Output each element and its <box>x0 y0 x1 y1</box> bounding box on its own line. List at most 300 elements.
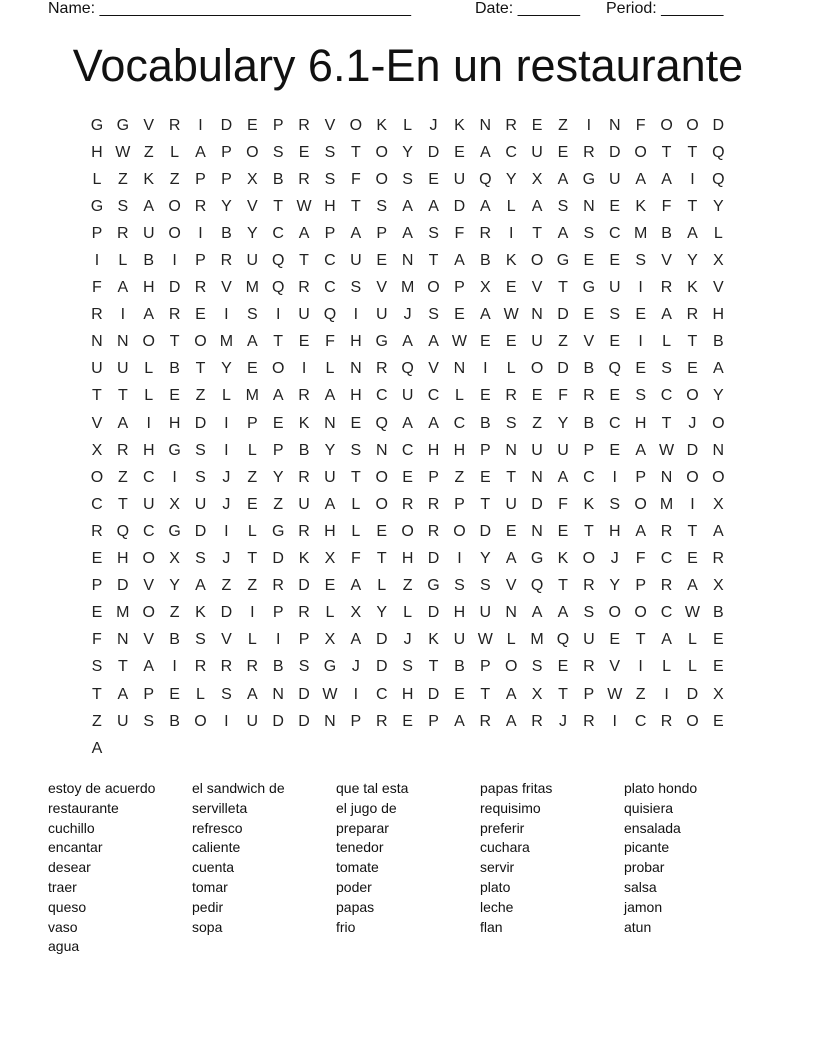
header-fields <box>48 0 768 21</box>
grid-letter: X <box>712 495 724 513</box>
grid-letter: I <box>638 658 643 676</box>
grid-letter: D <box>168 279 181 297</box>
grid-letter: E <box>272 414 284 432</box>
grid-letter: A <box>402 333 413 351</box>
grid-letter: A <box>91 739 103 757</box>
grid-letter: R <box>531 712 543 730</box>
grid-letter: A <box>143 658 155 676</box>
grid-letter: C <box>660 387 673 405</box>
grid-letter: E <box>583 306 595 324</box>
grid-letter: S <box>246 306 258 324</box>
grid-letter: T <box>558 577 568 595</box>
grid-letter: S <box>428 224 439 242</box>
grid-letter: I <box>275 306 281 324</box>
grid-letter: N <box>272 685 284 703</box>
grid-letter: A <box>246 685 258 703</box>
grid-letter: O <box>530 252 544 270</box>
word-list-item: ensalada <box>624 819 681 836</box>
grid-letter: D <box>557 306 569 324</box>
grid-letter: R <box>375 712 388 730</box>
grid-letter: E <box>479 468 491 486</box>
word-list-item: cuchara <box>480 839 530 856</box>
word-list-item: cuchillo <box>48 819 95 836</box>
grid-letter: E <box>609 333 621 351</box>
grid-letter: E <box>169 387 180 405</box>
grid-letter: B <box>169 360 180 378</box>
grid-letter: I <box>224 441 229 459</box>
grid-letter: F <box>635 550 646 568</box>
grid-letter: Z <box>247 468 258 486</box>
grid-letter: P <box>479 441 491 459</box>
grid-letter: P <box>91 577 103 595</box>
grid-letter: J <box>222 550 231 568</box>
grid-letter: E <box>712 631 724 649</box>
word-list-item: jamon <box>624 898 663 915</box>
grid-letter: F <box>661 197 672 215</box>
grid-letter: L <box>118 252 128 270</box>
grid-letter: F <box>454 224 465 242</box>
grid-letter: T <box>661 414 672 432</box>
grid-letter: F <box>350 550 361 568</box>
grid-letter: O <box>142 604 155 622</box>
grid-letter: Y <box>557 414 569 432</box>
grid-letter: Y <box>402 143 413 161</box>
grid-letter: R <box>272 577 284 595</box>
word-list-item: encantar <box>48 839 103 856</box>
grid-letter: J <box>351 658 360 676</box>
grid-letter: V <box>712 279 724 297</box>
grid-letter: E <box>195 306 206 324</box>
grid-letter: N <box>324 414 336 432</box>
grid-letter: T <box>92 387 102 405</box>
grid-letter: I <box>690 170 695 188</box>
grid-letter: S <box>402 170 413 188</box>
grid-letter: A <box>272 387 284 405</box>
grid-letter: S <box>117 197 129 215</box>
grid-letter: E <box>324 577 336 595</box>
grid-letter: L <box>247 522 257 540</box>
grid-letter: C <box>91 495 103 513</box>
grid-letter: A <box>117 279 129 297</box>
word-list-item: desear <box>48 859 91 876</box>
grid-letter: G <box>582 279 596 297</box>
grid-letter: E <box>298 333 310 351</box>
grid-letter: P <box>635 468 646 486</box>
grid-letter: A <box>350 224 362 242</box>
grid-letter: K <box>557 550 569 568</box>
grid-letter: X <box>712 577 724 595</box>
grid-letter: F <box>92 631 102 649</box>
grid-letter: Y <box>505 170 517 188</box>
grid-letter: H <box>608 522 621 540</box>
grid-letter: O <box>142 550 155 568</box>
grid-letter: R <box>298 279 310 297</box>
grid-letter: K <box>376 116 388 134</box>
grid-letter: M <box>659 495 674 513</box>
grid-letter: F <box>350 170 361 188</box>
grid-letter: I <box>172 252 177 270</box>
grid-letter: C <box>660 604 673 622</box>
grid-letter: P <box>428 468 439 486</box>
grid-letter: E <box>428 170 439 188</box>
word-list-item: quisiera <box>624 799 674 816</box>
grid-letter: Z <box>195 387 206 405</box>
grid-letter: M <box>633 224 648 242</box>
grid-letter: U <box>142 224 155 242</box>
grid-letter: R <box>246 658 259 676</box>
grid-letter: L <box>377 577 387 595</box>
grid-letter: I <box>301 360 307 378</box>
word-list-item: tenedor <box>336 839 384 856</box>
grid-letter: X <box>712 252 724 270</box>
grid-letter: R <box>220 252 233 270</box>
grid-letter: E <box>557 143 569 161</box>
grid-letter: Q <box>271 279 285 297</box>
grid-letter: S <box>272 143 284 161</box>
grid-letter: N <box>453 360 466 378</box>
grid-letter: R <box>194 279 207 297</box>
grid-letter: L <box>351 522 361 540</box>
grid-letter: J <box>403 631 412 649</box>
grid-letter: M <box>245 279 259 297</box>
grid-letter: D <box>117 577 129 595</box>
grid-letter: R <box>660 577 673 595</box>
grid-letter: U <box>583 631 595 649</box>
grid-letter: J <box>222 468 231 486</box>
grid-letter: R <box>505 116 517 134</box>
grid-letter: E <box>505 333 517 351</box>
grid-letter: T <box>506 468 517 486</box>
grid-letter: A <box>324 495 336 513</box>
grid-letter: X <box>246 170 258 188</box>
grid-letter: U <box>505 495 517 513</box>
grid-letter: A <box>428 333 439 351</box>
word-list-item: agua <box>48 938 80 955</box>
grid-letter: W <box>477 631 493 649</box>
grid-letter: P <box>272 441 284 459</box>
date-field-label: Date: _______ <box>475 0 580 17</box>
grid-letter: O <box>427 279 440 297</box>
grid-letter: W <box>607 685 623 703</box>
grid-letter: R <box>583 387 595 405</box>
grid-letter: C <box>375 685 388 703</box>
grid-letter: S <box>298 658 310 676</box>
grid-letter: E <box>712 712 724 730</box>
grid-letter: R <box>298 604 310 622</box>
word-list-item: pedir <box>192 898 224 915</box>
word-list-item: poder <box>336 878 372 895</box>
grid-letter: V <box>221 631 232 649</box>
grid-letter: E <box>246 360 258 378</box>
grid-letter: T <box>635 631 646 649</box>
grid-letter: T <box>350 143 361 161</box>
grid-letter: A <box>557 604 569 622</box>
grid-letter: E <box>169 685 180 703</box>
grid-letter: K <box>143 170 155 188</box>
word-list-item: flan <box>480 918 503 935</box>
word-list-item: picante <box>624 839 670 856</box>
grid-letter: N <box>660 468 673 486</box>
grid-letter: B <box>583 414 595 432</box>
grid-letter: O <box>453 522 466 540</box>
grid-letter: A <box>531 604 543 622</box>
grid-letter: S <box>350 279 362 297</box>
grid-letter: N <box>117 333 129 351</box>
grid-letter: T <box>687 197 698 215</box>
grid-letter: S <box>428 306 439 324</box>
grid-letter: T <box>661 143 672 161</box>
grid-letter: X <box>169 495 180 513</box>
grid-letter: D <box>531 495 543 513</box>
grid-letter: N <box>608 116 621 134</box>
grid-letter: V <box>324 116 336 134</box>
grid-letter: S <box>609 495 621 513</box>
grid-letter: R <box>168 306 181 324</box>
word-list-item: caliente <box>192 839 241 856</box>
grid-letter: E <box>91 550 103 568</box>
grid-letter: U <box>142 495 155 513</box>
word-list-item: papas <box>336 898 375 915</box>
grid-letter: A <box>687 577 698 595</box>
grid-letter: O <box>168 224 181 242</box>
grid-letter: I <box>638 279 643 297</box>
grid-letter: O <box>582 550 596 568</box>
grid-letter: C <box>272 224 284 242</box>
grid-letter: R <box>401 495 414 513</box>
grid-letter: Q <box>479 170 492 188</box>
grid-letter: R <box>375 360 388 378</box>
grid-letter: S <box>221 685 232 703</box>
grid-letter: C <box>583 468 595 486</box>
grid-letter: E <box>531 387 543 405</box>
grid-letter: O <box>271 360 285 378</box>
grid-letter: O <box>375 170 388 188</box>
grid-letter: Y <box>221 360 232 378</box>
grid-letter: A <box>687 224 698 242</box>
grid-letter: P <box>583 685 595 703</box>
grid-letter: O <box>686 712 699 730</box>
grid-letter: A <box>195 577 206 595</box>
grid-letter: Q <box>401 360 414 378</box>
word-list-item: servilleta <box>192 799 248 816</box>
word-search-grid <box>84 112 731 762</box>
grid-letter: R <box>479 712 492 730</box>
grid-letter: E <box>350 414 362 432</box>
grid-letter: D <box>427 604 440 622</box>
grid-letter: P <box>221 143 232 161</box>
grid-letter: W <box>658 441 675 459</box>
grid-letter: Z <box>169 170 180 188</box>
grid-letter: L <box>144 360 154 378</box>
word-list-column <box>192 779 336 957</box>
grid-letter: A <box>505 550 517 568</box>
grid-letter: V <box>661 252 672 270</box>
grid-letter: P <box>454 495 465 513</box>
grid-letter: A <box>143 306 155 324</box>
grid-letter: I <box>224 306 229 324</box>
word-list-item: tomate <box>336 859 379 876</box>
grid-letter: H <box>142 279 155 297</box>
grid-letter: A <box>479 306 491 324</box>
grid-letter: R <box>712 550 725 568</box>
grid-letter: N <box>531 468 543 486</box>
grid-letter: S <box>143 712 155 730</box>
grid-letter: Q <box>323 306 337 324</box>
grid-letter: U <box>531 143 543 161</box>
grid-letter: G <box>582 170 596 188</box>
grid-letter: I <box>353 685 359 703</box>
grid-letter: B <box>169 631 180 649</box>
grid-letter: X <box>91 441 103 459</box>
grid-letter: K <box>635 197 646 215</box>
grid-letter: G <box>116 116 130 134</box>
grid-letter: X <box>712 685 724 703</box>
grid-letter: O <box>168 197 181 215</box>
grid-letter: A <box>479 197 491 215</box>
word-list-item: restaurante <box>48 799 119 816</box>
grid-letter: Q <box>712 143 725 161</box>
grid-letter: V <box>609 658 621 676</box>
grid-letter: H <box>350 387 362 405</box>
grid-letter: E <box>402 468 413 486</box>
grid-letter: I <box>353 306 359 324</box>
grid-letter: Y <box>712 197 724 215</box>
grid-letter: N <box>324 712 336 730</box>
grid-letter: C <box>608 224 621 242</box>
grid-letter: I <box>224 522 229 540</box>
grid-letter: D <box>272 550 284 568</box>
grid-letter: Z <box>454 468 465 486</box>
grid-letter: Q <box>712 170 725 188</box>
grid-letter: S <box>324 170 336 188</box>
grid-letter: S <box>402 658 413 676</box>
grid-letter: T <box>350 197 361 215</box>
grid-letter: P <box>479 658 491 676</box>
grid-letter: B <box>272 658 284 676</box>
grid-letter: X <box>531 170 543 188</box>
grid-letter: E <box>557 522 569 540</box>
grid-letter: O <box>634 143 647 161</box>
grid-letter: D <box>557 360 569 378</box>
grid-letter: N <box>117 631 129 649</box>
grid-letter: T <box>117 495 128 513</box>
grid-letter: A <box>712 360 724 378</box>
grid-letter: S <box>583 224 595 242</box>
grid-letter: E <box>246 495 258 513</box>
word-list-item: estoy de acuerdo <box>48 780 156 796</box>
grid-letter: K <box>298 414 310 432</box>
grid-letter: H <box>324 522 336 540</box>
grid-letter: O <box>712 414 725 432</box>
grid-letter: M <box>530 631 544 649</box>
grid-letter: R <box>117 224 129 242</box>
grid-letter: A <box>505 685 517 703</box>
grid-letter: G <box>168 441 181 459</box>
name-field-label: Name: ___________________________________ <box>48 0 412 17</box>
grid-letter: N <box>712 441 725 459</box>
grid-letter: K <box>298 550 310 568</box>
grid-letter: S <box>531 658 543 676</box>
grid-letter: D <box>298 712 310 730</box>
grid-letter: R <box>91 522 103 540</box>
grid-letter: A <box>505 712 517 730</box>
grid-letter: L <box>506 197 516 215</box>
grid-letter: R <box>298 170 310 188</box>
grid-letter: H <box>91 143 103 161</box>
grid-letter: E <box>609 387 621 405</box>
grid-letter: I <box>690 495 695 513</box>
grid-letter: A <box>479 143 491 161</box>
grid-letter: Y <box>687 252 698 270</box>
word-list-item: plato hondo <box>624 780 698 796</box>
grid-letter: S <box>350 441 362 459</box>
word-list-item: traer <box>48 878 77 895</box>
grid-letter: F <box>558 387 568 405</box>
grid-letter: H <box>168 414 181 432</box>
grid-letter: U <box>298 495 310 513</box>
word-list <box>48 779 778 957</box>
grid-letter: W <box>115 143 131 161</box>
grid-letter: T <box>195 360 206 378</box>
grid-letter: Z <box>143 143 154 161</box>
grid-letter: R <box>298 387 310 405</box>
grid-letter: L <box>325 360 335 378</box>
grid-letter: I <box>172 658 177 676</box>
grid-letter: I <box>120 306 126 324</box>
grid-letter: O <box>375 468 388 486</box>
word-list-item: tomar <box>192 878 228 895</box>
grid-letter: R <box>583 712 595 730</box>
grid-letter: A <box>712 522 724 540</box>
grid-letter: Z <box>169 604 180 622</box>
grid-letter: E <box>402 712 413 730</box>
grid-letter: J <box>558 712 567 730</box>
grid-letter: L <box>662 658 671 676</box>
grid-letter: R <box>220 658 233 676</box>
grid-letter: Q <box>271 252 285 270</box>
grid-letter: E <box>609 441 621 459</box>
grid-letter: U <box>479 604 492 622</box>
grid-letter: H <box>634 414 647 432</box>
grid-letter: R <box>583 577 595 595</box>
grid-letter: T <box>558 279 568 297</box>
grid-letter: R <box>583 658 595 676</box>
grid-letter: T <box>687 143 698 161</box>
grid-letter: T <box>117 387 128 405</box>
grid-letter: B <box>272 170 284 188</box>
grid-letter: E <box>246 116 258 134</box>
word-list-item: probar <box>624 859 665 876</box>
grid-letter: H <box>401 550 414 568</box>
grid-letter: L <box>196 685 205 703</box>
grid-letter: Z <box>635 685 646 703</box>
grid-letter: O <box>142 333 155 351</box>
grid-letter: K <box>195 604 206 622</box>
grid-letter: T <box>583 522 594 540</box>
grid-letter: E <box>376 522 388 540</box>
grid-letter: E <box>479 387 491 405</box>
grid-letter: C <box>324 252 336 270</box>
grid-letter: D <box>608 143 621 161</box>
grid-letter: R <box>298 522 310 540</box>
grid-letter: P <box>221 170 232 188</box>
grid-letter: W <box>451 333 467 351</box>
grid-letter: L <box>403 116 413 134</box>
grid-letter: N <box>479 116 492 134</box>
word-list-item: sopa <box>192 918 223 935</box>
grid-letter: U <box>375 306 388 324</box>
page-title: Vocabulary 6.1-En un restaurante <box>72 40 744 91</box>
